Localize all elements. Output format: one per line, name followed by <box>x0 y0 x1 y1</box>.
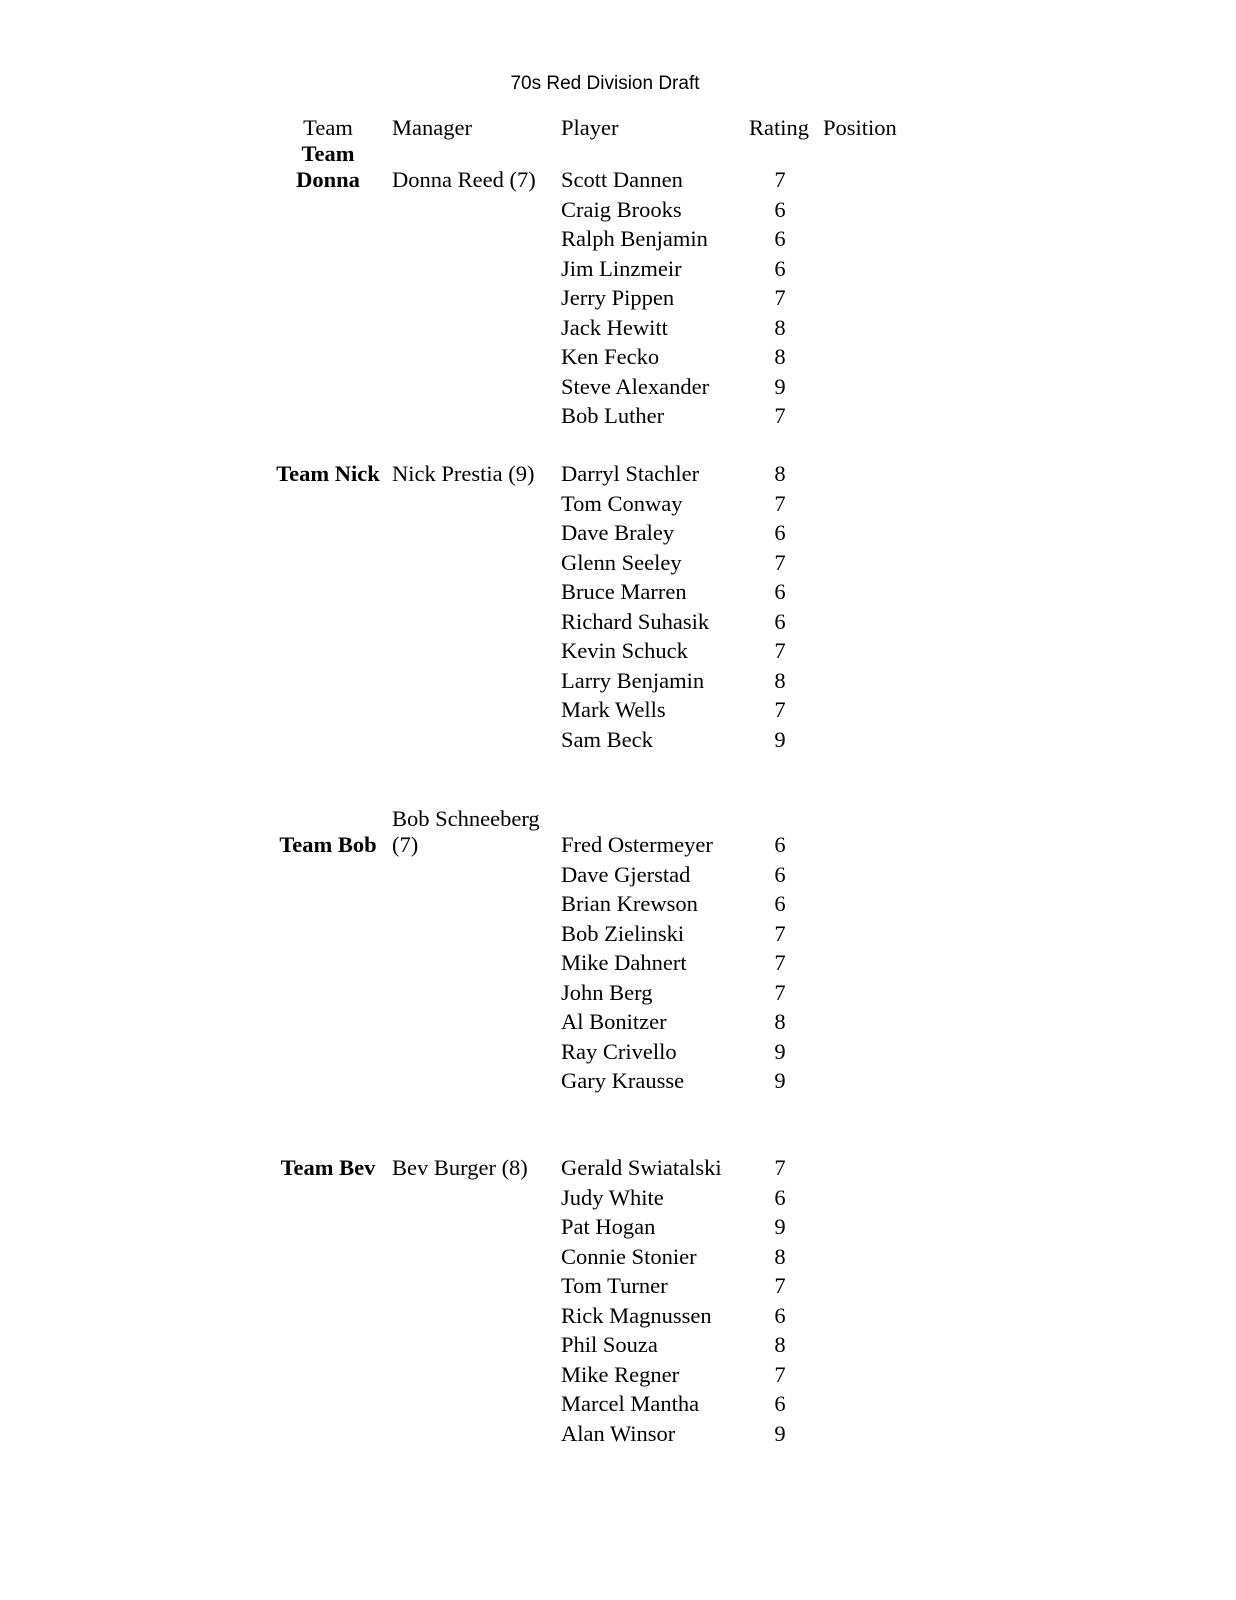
player-rating: 8 <box>774 1009 786 1034</box>
player-name: Steve Alexander <box>561 374 710 399</box>
player-rating: 6 <box>774 579 786 604</box>
player-rating: 9 <box>774 374 786 399</box>
player-name: Gerald Swiatalski <box>561 1155 722 1180</box>
player-rating: 8 <box>774 668 786 693</box>
player-rating: 7 <box>774 167 786 192</box>
player-name: Richard Suhasik <box>561 609 710 634</box>
player-name: Alan Winsor <box>561 1421 676 1446</box>
team-name-line1: Team <box>301 141 355 166</box>
player-rating: 6 <box>774 891 786 916</box>
team-name: Team Nick <box>276 461 380 486</box>
player-rating: 7 <box>774 403 786 428</box>
player-rating: 9 <box>774 727 786 752</box>
player-name: Craig Brooks <box>561 197 682 222</box>
player-rating: 7 <box>774 1155 786 1180</box>
player-name: Mike Dahnert <box>561 950 687 975</box>
player-name: Ken Fecko <box>561 344 660 369</box>
header-team: Team <box>303 115 353 140</box>
player-name: Ray Crivello <box>561 1039 677 1064</box>
player-name: Phil Souza <box>561 1332 658 1357</box>
player-name: Tom Turner <box>561 1273 668 1298</box>
player-rating: 6 <box>774 609 786 634</box>
player-name: Mike Regner <box>561 1362 680 1387</box>
player-name: Dave Gjerstad <box>561 862 691 887</box>
player-name: Bob Luther <box>561 403 665 428</box>
player-rating: 9 <box>774 1421 786 1446</box>
player-rating: 8 <box>774 1244 786 1269</box>
player-name: Judy White <box>561 1185 664 1210</box>
player-rating: 8 <box>774 461 786 486</box>
player-name: Rick Magnussen <box>561 1303 712 1328</box>
player-name: Darryl Stachler <box>561 461 700 486</box>
player-rating: 8 <box>774 1332 786 1357</box>
player-rating: 6 <box>774 1391 786 1416</box>
player-rating: 7 <box>774 921 786 946</box>
player-rating: 7 <box>774 1273 786 1298</box>
player-rating: 8 <box>774 315 786 340</box>
player-name: Mark Wells <box>561 697 666 722</box>
header-player: Player <box>561 115 619 140</box>
player-rating: 7 <box>774 491 786 516</box>
player-name: Jack Hewitt <box>561 315 668 340</box>
player-rating: 7 <box>774 550 786 575</box>
player-name: Tom Conway <box>561 491 683 516</box>
player-name: Larry Benjamin <box>561 668 705 693</box>
player-name: Connie Stonier <box>561 1244 697 1269</box>
player-rating: 7 <box>774 638 786 663</box>
player-name: Dave Braley <box>561 520 675 545</box>
player-rating: 7 <box>774 697 786 722</box>
manager-name: Donna Reed (7) <box>392 167 536 192</box>
player-name: Bob Zielinski <box>561 921 685 946</box>
player-name: Jim Linzmeir <box>561 256 682 281</box>
player-rating: 6 <box>774 256 786 281</box>
player-name: Bruce Marren <box>561 579 687 604</box>
player-name: Al Bonitzer <box>561 1009 667 1034</box>
header-rating: Rating <box>749 115 809 140</box>
player-rating: 6 <box>774 197 786 222</box>
player-rating: 8 <box>774 344 786 369</box>
player-rating: 7 <box>774 1362 786 1387</box>
player-name: Glenn Seeley <box>561 550 682 575</box>
manager-name-line2: (7) <box>392 832 419 857</box>
player-rating: 7 <box>774 285 786 310</box>
team-name: Team Bob <box>279 832 377 857</box>
manager-name: Bev Burger (8) <box>392 1155 528 1180</box>
player-name: Sam Beck <box>561 727 653 752</box>
player-name: Fred Ostermeyer <box>561 832 713 857</box>
header-position: Position <box>823 115 897 140</box>
player-name: Brian Krewson <box>561 891 698 916</box>
team-name: Team Bev <box>280 1155 376 1180</box>
player-rating: 6 <box>774 1185 786 1210</box>
player-rating: 6 <box>774 226 786 251</box>
player-rating: 6 <box>774 520 786 545</box>
player-name: John Berg <box>561 980 653 1005</box>
player-name: Pat Hogan <box>561 1214 656 1239</box>
document-title: 70s Red Division Draft <box>510 73 700 94</box>
player-rating: 9 <box>774 1039 786 1064</box>
header-manager: Manager <box>392 115 472 140</box>
player-name: Kevin Schuck <box>561 638 688 663</box>
player-name: Gary Krausse <box>561 1068 685 1093</box>
player-name: Scott Dannen <box>561 167 683 192</box>
player-name: Marcel Mantha <box>561 1391 700 1416</box>
player-rating: 9 <box>774 1068 786 1093</box>
team-name-line2: Donna <box>296 167 360 192</box>
player-rating: 7 <box>774 950 786 975</box>
player-rating: 6 <box>774 832 786 857</box>
player-name: Jerry Pippen <box>561 285 675 310</box>
player-rating: 6 <box>774 862 786 887</box>
player-rating: 6 <box>774 1303 786 1328</box>
player-rating: 9 <box>774 1214 786 1239</box>
manager-name: Nick Prestia (9) <box>392 461 535 486</box>
player-name: Ralph Benjamin <box>561 226 708 251</box>
player-rating: 7 <box>774 980 786 1005</box>
manager-name-line1: Bob Schneeberg <box>392 806 540 831</box>
